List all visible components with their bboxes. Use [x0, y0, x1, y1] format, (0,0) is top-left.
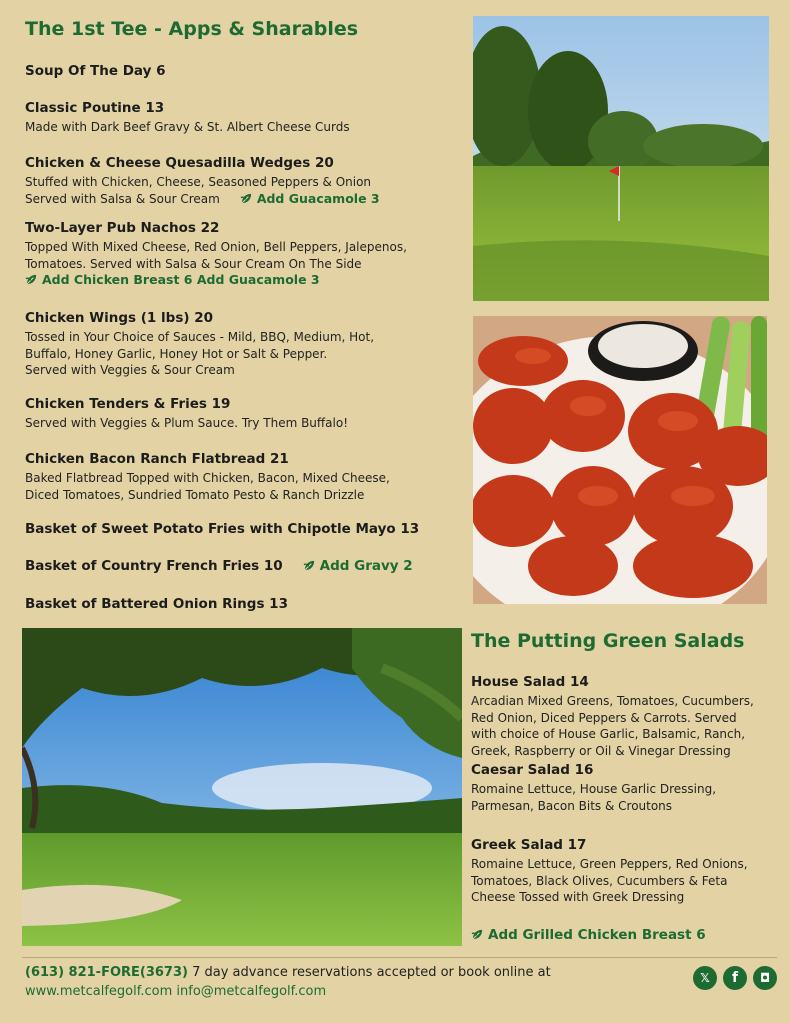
item-desc: Baked Flatbread Topped with Chicken, Bacon, Mixed Cheese, [25, 471, 390, 485]
menu-item [25, 521, 465, 537]
menu-item [25, 220, 465, 289]
leaf-icon [303, 559, 316, 572]
item-desc-row [25, 191, 465, 208]
email-link[interactable]: info@metcalfegolf.com [176, 984, 327, 999]
addon-text: Add Guacamole 3 [256, 190, 380, 206]
addon [240, 191, 380, 206]
menu-item [471, 674, 771, 759]
instagram-icon[interactable]: ◘ [753, 966, 777, 990]
x-social-icon[interactable]: 𝕏 [693, 966, 717, 990]
item-desc: Tossed in Your Choice of Sauces - Mild, BBQ, Medium, Hot, [25, 330, 375, 344]
leaf-icon [471, 928, 484, 941]
golf-fairway-photo [22, 628, 462, 946]
facebook-icon[interactable]: f [723, 966, 747, 990]
addon [471, 927, 771, 943]
item-name: Two-Layer Pub Nachos 22 [25, 220, 220, 236]
footer [25, 963, 665, 1001]
item-desc: Red Onion, Diced Peppers & Carrots. Served [471, 710, 737, 725]
chicken-wings-photo [473, 316, 767, 604]
item-name: Basket of Battered Onion Rings 13 [25, 596, 288, 612]
footer-divider [22, 957, 777, 958]
item-name: Chicken Wings (1 lbs) 20 [25, 310, 214, 326]
salads-title: The Putting Green Salads [471, 630, 745, 652]
item-name: Greek Salad 17 [471, 837, 587, 853]
menu-item [25, 100, 465, 136]
item-desc: Arcadian Mixed Greens, Tomatoes, Cucumbers, [471, 694, 754, 708]
addon-text: Add Chicken Breast 6 Add Guacamole 3 [42, 272, 320, 287]
item-name: Soup Of The Day 6 [25, 63, 166, 79]
item-desc: Romaine Lettuce, House Garlic Dressing, [471, 782, 717, 796]
item-desc: Made with Dark Beef Gravy & St. Albert Cheese Curds [25, 120, 350, 134]
item-desc: Served with Veggies & Sour Cream [25, 363, 235, 377]
item-desc: Tomatoes. Served with Salsa & Sour Cream On The Side [25, 256, 362, 271]
item-name: Basket of Country French Fries 10 [25, 558, 283, 574]
addon [25, 272, 465, 289]
item-desc: Topped With Mixed Cheese, Red Onion, Bell Peppers, Jalepenos, [25, 240, 407, 254]
apps-title: The 1st Tee - Apps & Sharables [25, 18, 359, 40]
item-desc: Diced Tomatoes, Sundried Tomato Pesto & Ranch Drizzle [25, 487, 365, 502]
item-desc: Greek, Raspberry or Oil & Vinegar Dressing [471, 743, 731, 758]
menu-item [25, 558, 465, 574]
menu-item [471, 762, 771, 814]
menu-item [25, 451, 465, 503]
item-desc: with choice of House Garlic, Balsamic, Ranch, [471, 727, 746, 741]
addon [303, 558, 413, 574]
item-name: Chicken Tenders & Fries 19 [25, 396, 231, 412]
menu-item [471, 837, 771, 906]
golf-course-photo [473, 16, 769, 301]
item-name: Classic Poutine 13 [25, 100, 165, 116]
footer-text: 7 day advance reservations accepted or book online at [187, 965, 551, 980]
item-desc: Parmesan, Bacon Bits & Croutons [471, 798, 673, 813]
menu-item [25, 396, 465, 432]
item-desc: Cheese Tossed with Greek Dressing [471, 890, 685, 904]
item-desc: Served with Veggies & Plum Sauce. Try Them Buffalo! [25, 416, 349, 430]
item-name: Caesar Salad 16 [471, 762, 594, 778]
phone-number[interactable]: (613) 821-FORE(3673) [25, 965, 188, 980]
leaf-icon [240, 192, 253, 205]
item-name: Chicken Bacon Ranch Flatbread 21 [25, 451, 289, 467]
item-name: Chicken & Cheese Quesadilla Wedges 20 [25, 155, 334, 171]
menu-item [25, 155, 465, 207]
item-desc: Romaine Lettuce, Green Peppers, Red Onions, [471, 857, 748, 871]
website-link[interactable]: www.metcalfegolf.com [25, 984, 173, 999]
item-desc: Tomatoes, Black Olives, Cucumbers & Feta [471, 873, 728, 888]
item-desc: Buffalo, Honey Garlic, Honey Hot or Salt & Pepper. [25, 346, 328, 361]
menu-item [25, 63, 465, 79]
leaf-icon [25, 273, 38, 286]
menu-item [25, 310, 465, 379]
item-name: Basket of Sweet Potato Fries with Chipotle Mayo 13 [25, 521, 420, 537]
menu-item [25, 596, 465, 612]
item-desc: Served with Salsa & Sour Cream [25, 191, 220, 206]
salads-section [471, 630, 771, 943]
addon-text: Add Grilled Chicken Breast 6 [488, 927, 706, 943]
addon-text: Add Gravy 2 [319, 558, 413, 574]
item-desc: Stuffed with Chicken, Cheese, Seasoned Peppers & Onion [25, 175, 372, 189]
apps-section [25, 18, 465, 612]
item-name: House Salad 14 [471, 674, 589, 690]
